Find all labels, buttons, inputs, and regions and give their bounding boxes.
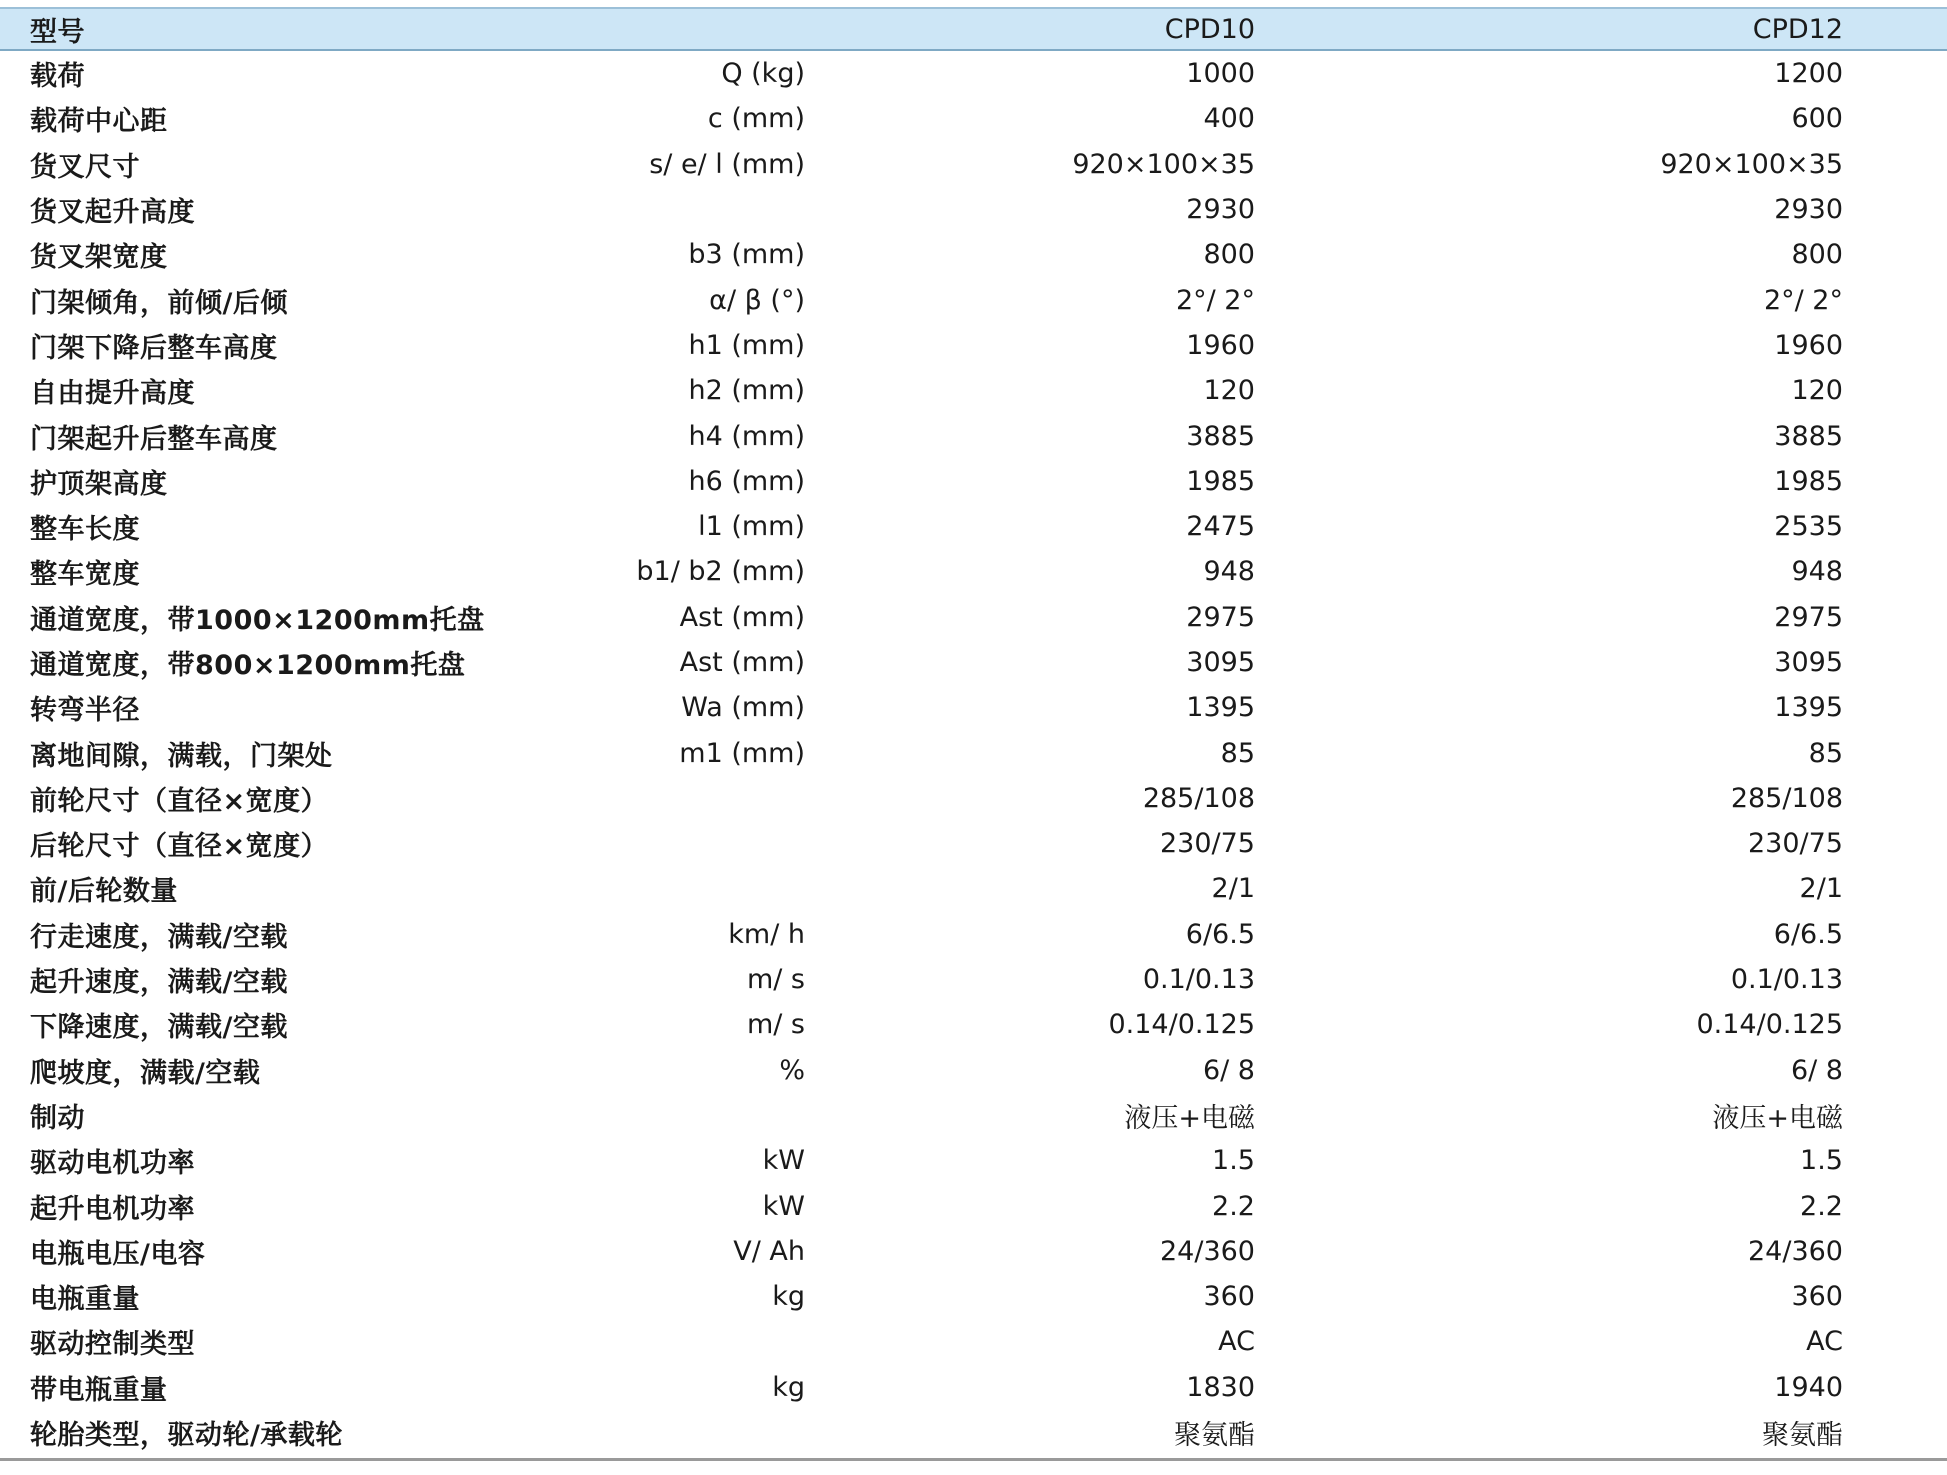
param-label: 载荷 xyxy=(30,61,85,93)
param-label: 后轮尺寸（直径×宽度） xyxy=(30,831,329,863)
value-cpd12: 360 xyxy=(1791,1281,1843,1313)
value-cpd10: 0.1/0.13 xyxy=(1142,964,1255,996)
value-cpd10: 2475 xyxy=(1186,511,1255,543)
param-label: 驱动电机功率 xyxy=(30,1148,195,1180)
value-cpd10: 120 xyxy=(1203,375,1255,407)
param-label: 整车宽度 xyxy=(30,559,140,591)
value-cpd10: AC xyxy=(1218,1326,1255,1358)
unit-label: Ast (mm) xyxy=(679,647,805,678)
table-row xyxy=(0,232,1947,277)
value-cpd12: AC xyxy=(1806,1326,1843,1358)
value-cpd10: 920×100×35 xyxy=(1072,148,1255,180)
unit-label: b1/ b2 (mm) xyxy=(636,556,805,588)
value-cpd10: 2975 xyxy=(1186,601,1255,633)
table-row xyxy=(0,142,1947,187)
value-cpd12: 0.14/0.125 xyxy=(1696,1009,1843,1041)
value-cpd12: 120 xyxy=(1791,375,1843,407)
table-row xyxy=(0,1319,1947,1364)
value-cpd12: 1200 xyxy=(1774,58,1843,90)
table-row xyxy=(0,866,1947,911)
value-cpd10: 1960 xyxy=(1186,329,1255,361)
param-label: 爬坡度，满载/空载 xyxy=(30,1057,261,1089)
unit-label: Q (kg) xyxy=(721,58,805,90)
value-cpd12: 3095 xyxy=(1774,647,1843,678)
value-cpd12: 1940 xyxy=(1774,1371,1843,1403)
param-label: 通道宽度，带800×1200mm托盘 xyxy=(30,650,466,681)
value-cpd10: 2°/ 2° xyxy=(1175,284,1255,316)
param-label: 下降速度，满载/空载 xyxy=(30,1012,288,1044)
value-cpd12: 2930 xyxy=(1774,194,1843,226)
param-label: 门架下降后整车高度 xyxy=(30,332,278,364)
unit-label: m/ s xyxy=(746,964,805,996)
value-cpd10: 800 xyxy=(1203,239,1255,271)
unit-label: s/ e/ l (mm) xyxy=(649,148,805,180)
value-cpd10: 1.5 xyxy=(1212,1145,1255,1177)
table-row xyxy=(0,459,1947,504)
table-row xyxy=(0,1183,1947,1228)
value-cpd12: 600 xyxy=(1791,103,1843,135)
param-label: 护顶架高度 xyxy=(30,468,168,500)
value-cpd10: 聚氨酯 xyxy=(1174,1420,1255,1452)
table-row xyxy=(0,957,1947,1002)
value-cpd12: 2/1 xyxy=(1799,873,1843,905)
table-row xyxy=(0,1274,1947,1319)
param-label: 门架倾角，前倾/后倾 xyxy=(30,287,288,319)
param-label: 行走速度，满载/空载 xyxy=(30,921,288,953)
table-row xyxy=(0,1048,1947,1093)
table-row xyxy=(0,685,1947,730)
value-cpd10: 3095 xyxy=(1186,647,1255,678)
table-row xyxy=(0,1365,1947,1410)
param-label: 离地间隙，满载，门架处 xyxy=(30,740,333,772)
value-cpd12: 2°/ 2° xyxy=(1763,284,1843,316)
param-label: 驱动控制类型 xyxy=(30,1329,195,1361)
unit-label: m/ s xyxy=(746,1009,805,1041)
value-cpd12: 1985 xyxy=(1774,465,1843,497)
unit-label: m1 (mm) xyxy=(679,737,805,769)
value-cpd12: 948 xyxy=(1791,556,1843,588)
table-row xyxy=(0,1002,1947,1047)
value-cpd10: 液压+电磁 xyxy=(1124,1102,1255,1134)
unit-label: l1 (mm) xyxy=(698,511,805,543)
value-cpd10: 1000 xyxy=(1186,58,1255,90)
table-header-row xyxy=(0,7,1947,51)
value-cpd10: 0.14/0.125 xyxy=(1108,1009,1255,1041)
unit-label: c (mm) xyxy=(707,103,805,135)
value-cpd12: 6/ 8 xyxy=(1790,1054,1843,1086)
table-row xyxy=(0,912,1947,957)
value-cpd10: 1985 xyxy=(1186,465,1255,497)
value-cpd12: 2.2 xyxy=(1800,1190,1843,1222)
param-label: 转弯半径 xyxy=(30,695,140,727)
value-cpd10: 360 xyxy=(1203,1281,1255,1313)
unit-label: kW xyxy=(762,1190,805,1222)
param-label: 货叉尺寸 xyxy=(30,151,140,183)
value-cpd12: 2535 xyxy=(1774,511,1843,543)
value-cpd10: 6/ 8 xyxy=(1202,1054,1255,1086)
value-cpd12: 1960 xyxy=(1774,329,1843,361)
value-cpd12: 230/75 xyxy=(1748,828,1843,860)
value-cpd10: 2/1 xyxy=(1211,873,1255,905)
param-label: 起升速度，满载/空载 xyxy=(30,967,288,999)
value-cpd10: 24/360 xyxy=(1160,1235,1255,1267)
value-cpd12: 285/108 xyxy=(1730,782,1843,814)
table-row xyxy=(0,595,1947,640)
unit-label: α/ β (°) xyxy=(709,284,805,316)
table-row xyxy=(0,640,1947,685)
table-row xyxy=(0,776,1947,821)
value-cpd10: 948 xyxy=(1203,556,1255,588)
unit-label: h1 (mm) xyxy=(688,329,805,361)
table-row xyxy=(0,730,1947,775)
value-cpd12: 920×100×35 xyxy=(1660,148,1843,180)
param-label: 载荷中心距 xyxy=(30,106,168,138)
table-row xyxy=(0,413,1947,458)
table-row xyxy=(0,51,1947,96)
table-row xyxy=(0,323,1947,368)
value-cpd10: 285/108 xyxy=(1142,782,1255,814)
param-label: 门架起升后整车高度 xyxy=(30,423,278,455)
unit-label: Ast (mm) xyxy=(679,601,805,633)
value-cpd12: 3885 xyxy=(1774,420,1843,452)
table-row xyxy=(0,1093,1947,1138)
table-row xyxy=(0,504,1947,549)
unit-label: h4 (mm) xyxy=(688,420,805,452)
unit-label: h6 (mm) xyxy=(688,465,805,497)
header-model-cpd12: CPD12 xyxy=(1752,13,1843,45)
header-model-label: 型号 xyxy=(30,16,85,48)
param-label: 货叉起升高度 xyxy=(30,197,195,229)
param-label: 通道宽度，带1000×1200mm托盘 xyxy=(30,604,485,636)
value-cpd12: 1395 xyxy=(1774,692,1843,724)
unit-label: % xyxy=(779,1054,805,1086)
table-row xyxy=(0,821,1947,866)
param-label: 前轮尺寸（直径×宽度） xyxy=(30,785,329,817)
table-row xyxy=(0,96,1947,141)
value-cpd12: 800 xyxy=(1791,239,1843,271)
value-cpd10: 6/6.5 xyxy=(1185,918,1255,950)
table-row xyxy=(0,368,1947,413)
unit-label: kW xyxy=(762,1145,805,1177)
header-model-cpd10: CPD10 xyxy=(1164,13,1255,45)
table-row xyxy=(0,277,1947,322)
value-cpd12: 1.5 xyxy=(1800,1145,1843,1177)
table-row xyxy=(0,187,1947,232)
value-cpd12: 24/360 xyxy=(1748,1235,1843,1267)
value-cpd12: 6/6.5 xyxy=(1773,918,1843,950)
table-row xyxy=(0,549,1947,594)
param-label: 制动 xyxy=(30,1102,85,1134)
value-cpd10: 1395 xyxy=(1186,692,1255,724)
value-cpd10: 230/75 xyxy=(1160,828,1255,860)
param-label: 自由提升高度 xyxy=(30,378,195,410)
unit-label: km/ h xyxy=(728,918,805,950)
param-label: 货叉架宽度 xyxy=(30,242,168,274)
value-cpd12: 2975 xyxy=(1774,601,1843,633)
value-cpd10: 400 xyxy=(1203,103,1255,135)
param-label: 前/后轮数量 xyxy=(30,876,178,908)
table-row xyxy=(0,1138,1947,1183)
param-label: 整车长度 xyxy=(30,514,140,546)
value-cpd10: 2.2 xyxy=(1212,1190,1255,1222)
spec-table xyxy=(0,7,1947,1455)
value-cpd10: 1830 xyxy=(1186,1371,1255,1403)
unit-label: Wa (mm) xyxy=(681,692,805,724)
value-cpd12: 液压+电磁 xyxy=(1712,1102,1843,1134)
unit-label: kg xyxy=(772,1371,805,1403)
table-bottom-rule xyxy=(0,1458,1947,1461)
param-label: 带电瓶重量 xyxy=(30,1374,168,1406)
table-row xyxy=(0,1410,1947,1455)
unit-label: V/ Ah xyxy=(733,1235,805,1267)
value-cpd10: 3885 xyxy=(1186,420,1255,452)
param-label: 轮胎类型，驱动轮/承载轮 xyxy=(30,1420,343,1452)
table-row xyxy=(0,1229,1947,1274)
param-label: 起升电机功率 xyxy=(30,1193,195,1225)
value-cpd10: 85 xyxy=(1220,737,1255,769)
param-label: 电瓶电压/电容 xyxy=(30,1238,206,1270)
value-cpd12: 85 xyxy=(1808,737,1843,769)
value-cpd12: 0.1/0.13 xyxy=(1730,964,1843,996)
value-cpd10: 2930 xyxy=(1186,194,1255,226)
value-cpd12: 聚氨酯 xyxy=(1762,1420,1843,1452)
param-label: 电瓶重量 xyxy=(30,1284,140,1316)
unit-label: b3 (mm) xyxy=(688,239,805,271)
unit-label: kg xyxy=(772,1281,805,1313)
unit-label: h2 (mm) xyxy=(688,375,805,407)
table-body xyxy=(0,51,1947,1455)
